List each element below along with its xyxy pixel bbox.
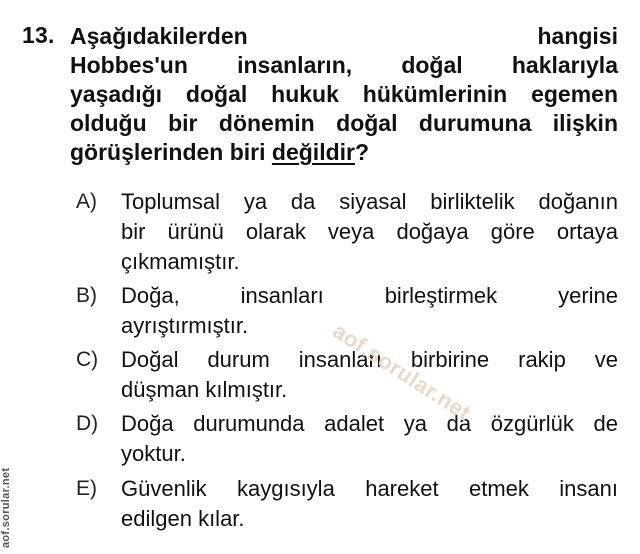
stem-question-mark: ? bbox=[354, 139, 370, 165]
option-line: çıkmamıştır. bbox=[121, 249, 240, 274]
option-line: Toplumsal ya da siyasal birliktelik doğanın bbox=[121, 189, 618, 214]
option-line: Doğa, insanları birleştirmek yerine bbox=[121, 283, 618, 308]
stem-line: Aşağıdakilerden hangisi bbox=[70, 23, 618, 49]
option-letter: B) bbox=[76, 284, 97, 307]
stem-last-line bbox=[70, 138, 618, 167]
option-line: düşman kılmıştır. bbox=[121, 377, 288, 402]
option-line: bir ürünü olarak veya doğaya göre ortaya bbox=[121, 219, 618, 244]
option-letter: E) bbox=[76, 477, 97, 500]
option-line: yoktur. bbox=[121, 441, 186, 466]
stem-line: Hobbes'un insanların, doğal haklarıyla bbox=[70, 52, 618, 78]
option-line: ayrıştırmıştır. bbox=[121, 313, 249, 338]
option-text bbox=[121, 281, 618, 341]
option-letter: C) bbox=[76, 348, 99, 371]
stem-line: olduğu bir dönemin doğal durumuna ilişkin bbox=[70, 110, 618, 136]
option-letter: D) bbox=[76, 412, 99, 435]
option-line: Güvenlik kaygısıyla hareket etmek insanı bbox=[121, 476, 618, 501]
option-line: Doğa durumunda adalet ya da özgürlük de bbox=[121, 411, 618, 436]
question-stem bbox=[70, 22, 618, 167]
option-line: Doğal durum insanları birbirine rakip ve bbox=[121, 347, 618, 372]
option-text bbox=[121, 409, 618, 469]
option-text bbox=[121, 187, 618, 277]
option-text bbox=[121, 474, 618, 534]
side-watermark: aof.sorular.net bbox=[0, 467, 12, 548]
option-letter: A) bbox=[76, 190, 97, 213]
stem-line: yaşadığı doğal hukuk hükümlerinin egemen bbox=[70, 81, 618, 107]
stem-last-prefix: görüşlerinden biri bbox=[70, 139, 272, 165]
question-number: 13. bbox=[22, 22, 55, 48]
diagonal-watermark: aof.sorular.net bbox=[328, 318, 476, 426]
option-line: edilgen kılar. bbox=[121, 506, 245, 531]
negation-emphasis: değildir bbox=[271, 139, 355, 165]
